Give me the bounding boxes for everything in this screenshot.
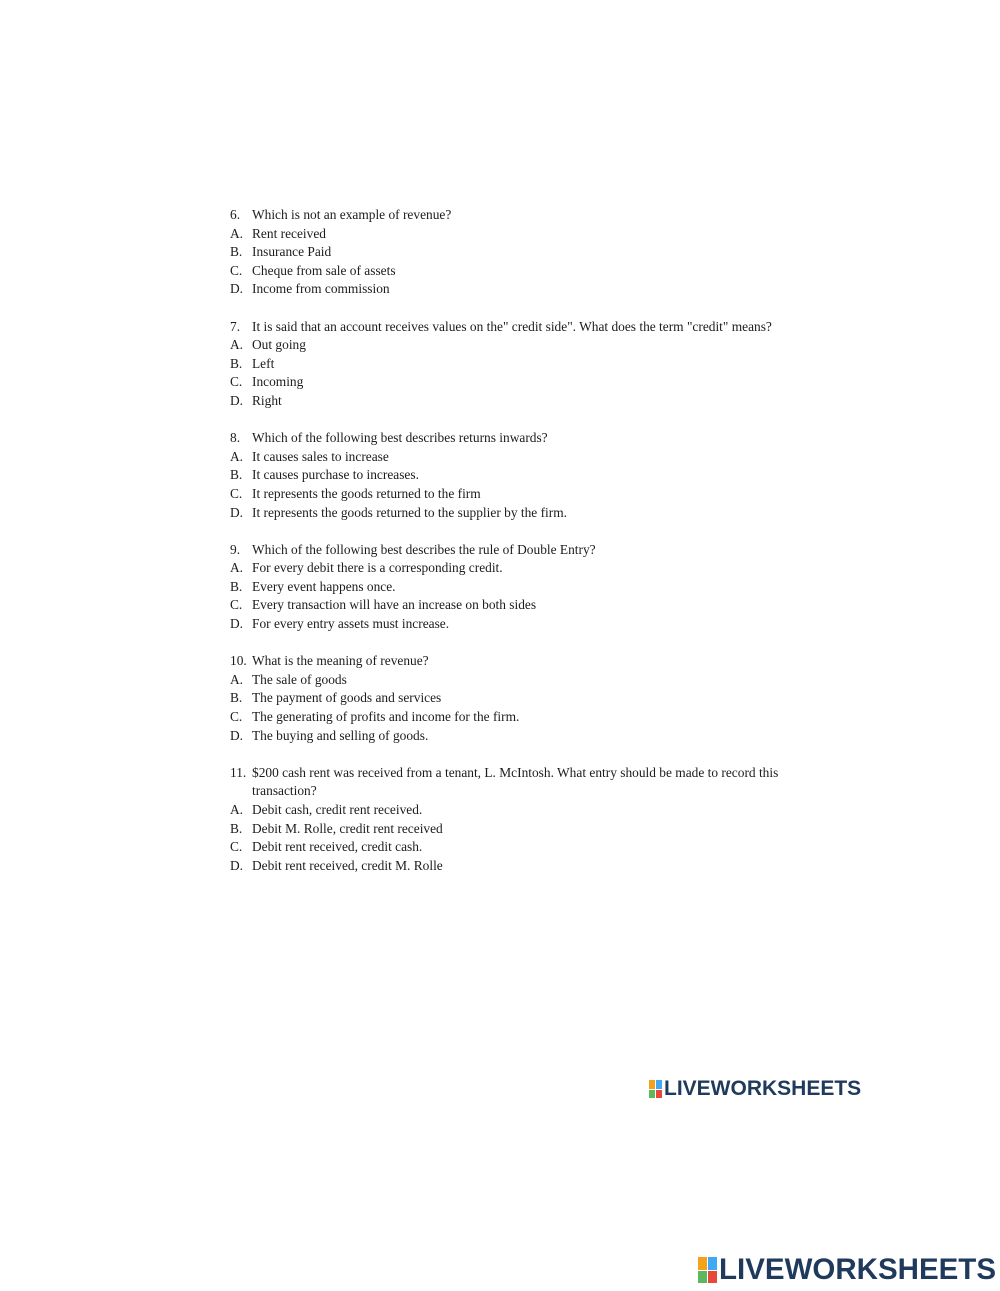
question-number: 8. — [230, 430, 241, 446]
option-a — [230, 801, 810, 820]
option-text: It represents the goods returned to the firm — [252, 485, 481, 501]
option-letter: A. — [230, 448, 244, 464]
option-text: For every entry assets must increase. — [252, 616, 450, 632]
option-c — [230, 262, 810, 281]
option-b — [230, 689, 810, 708]
question-10 — [230, 652, 810, 745]
option-letter: B. — [230, 578, 243, 594]
option-d — [230, 280, 810, 299]
option-letter: C. — [230, 374, 243, 390]
option-text: It causes purchase to increases. — [252, 467, 419, 483]
liveworksheets-wordmark: LIVEWORKSHEETS — [719, 1253, 996, 1286]
option-d — [230, 392, 810, 411]
option-letter: D. — [230, 727, 244, 743]
liveworksheets-tiles-icon — [698, 1257, 717, 1283]
option-letter: B. — [230, 690, 243, 706]
option-letter: B. — [230, 244, 243, 260]
option-text: Right — [252, 392, 282, 408]
question-text: Which of the following best describes the rule of Double Entry? — [252, 541, 596, 557]
option-letter: C. — [230, 839, 243, 855]
question-text: What is the meaning of revenue? — [252, 653, 429, 669]
option-letter: A. — [230, 337, 244, 353]
option-letter: C. — [230, 262, 243, 278]
option-a — [230, 336, 810, 355]
question-number: 7. — [230, 318, 241, 334]
option-c — [230, 838, 810, 857]
option-text: Every transaction will have an increase on both sides — [252, 597, 537, 613]
question-number: 6. — [230, 207, 241, 222]
option-text: Debit rent received, credit M. Rolle — [252, 857, 443, 873]
option-text: Debit cash, credit rent received. — [252, 802, 423, 817]
option-text: The payment of goods and services — [252, 690, 442, 706]
option-b — [230, 243, 810, 262]
option-b — [230, 466, 810, 485]
option-letter: B. — [230, 355, 243, 371]
option-b — [230, 355, 810, 374]
question-number: 9. — [230, 541, 241, 557]
option-text: Debit rent received, credit cash. — [252, 839, 423, 855]
question-text: $200 cash rent was received from a tenant, L. McIntosh. What entry should be made to record this transaction? — [252, 764, 779, 799]
option-text: Rent received — [252, 225, 326, 241]
option-a — [230, 225, 810, 244]
question-text: It is said that an account receives values on the" credit side". What does the term "credit" means? — [252, 318, 772, 334]
option-text: Every event happens once. — [252, 578, 396, 594]
option-letter: C. — [230, 709, 243, 725]
option-b — [230, 578, 810, 597]
option-letter: D. — [230, 281, 244, 297]
question-number: 11. — [230, 764, 247, 780]
liveworksheets-tiles-icon — [649, 1080, 662, 1098]
option-b — [230, 820, 810, 839]
option-letter: D. — [230, 504, 244, 520]
option-d — [230, 857, 810, 876]
option-text: Incoming — [252, 374, 304, 390]
option-text: It represents the goods returned to the supplier by the firm. — [252, 504, 567, 520]
option-text: Left — [252, 355, 275, 371]
question-8 — [230, 429, 810, 522]
option-text: Cheque from sale of assets — [252, 262, 396, 278]
option-text: The sale of goods — [252, 671, 347, 687]
option-letter: D. — [230, 616, 244, 632]
liveworksheets-wordmark: LIVEWORKSHEETS — [664, 1077, 862, 1100]
option-d — [230, 504, 810, 523]
option-text: The buying and selling of goods. — [252, 727, 429, 743]
option-letter: A. — [230, 225, 244, 241]
option-letter: A. — [230, 802, 244, 817]
question-number: 10. — [230, 653, 247, 669]
option-letter: D. — [230, 857, 244, 873]
option-text: Debit M. Rolle, credit rent received — [252, 820, 443, 836]
option-letter: B. — [230, 467, 243, 483]
option-c — [230, 373, 810, 392]
option-letter: D. — [230, 392, 244, 408]
question-text: Which of the following best describes returns inwards? — [252, 430, 548, 446]
option-d — [230, 727, 810, 746]
option-letter: C. — [230, 597, 243, 613]
liveworksheets-logo-middle — [649, 1077, 861, 1101]
option-c — [230, 708, 810, 727]
option-text: Out going — [252, 337, 306, 353]
option-letter: A. — [230, 671, 244, 687]
option-text: Income from commission — [252, 281, 390, 297]
question-6 — [230, 206, 810, 299]
option-text: For every debit there is a corresponding credit. — [252, 560, 503, 576]
option-text: It causes sales to increase — [252, 448, 389, 464]
option-text: Insurance Paid — [252, 244, 332, 260]
option-c — [230, 596, 810, 615]
question-list — [230, 206, 810, 894]
question-9 — [230, 541, 810, 634]
option-a — [230, 448, 810, 467]
option-letter: C. — [230, 485, 243, 501]
option-letter: B. — [230, 820, 243, 836]
liveworksheets-logo-bottom — [698, 1253, 996, 1287]
question-7 — [230, 318, 810, 411]
question-text: Which is not an example of revenue? — [252, 207, 452, 222]
option-c — [230, 485, 810, 504]
option-a — [230, 671, 810, 690]
option-text: The generating of profits and income for the firm. — [252, 709, 520, 725]
option-a — [230, 559, 810, 578]
question-11 — [230, 764, 810, 876]
option-d — [230, 615, 810, 634]
option-letter: A. — [230, 560, 244, 576]
